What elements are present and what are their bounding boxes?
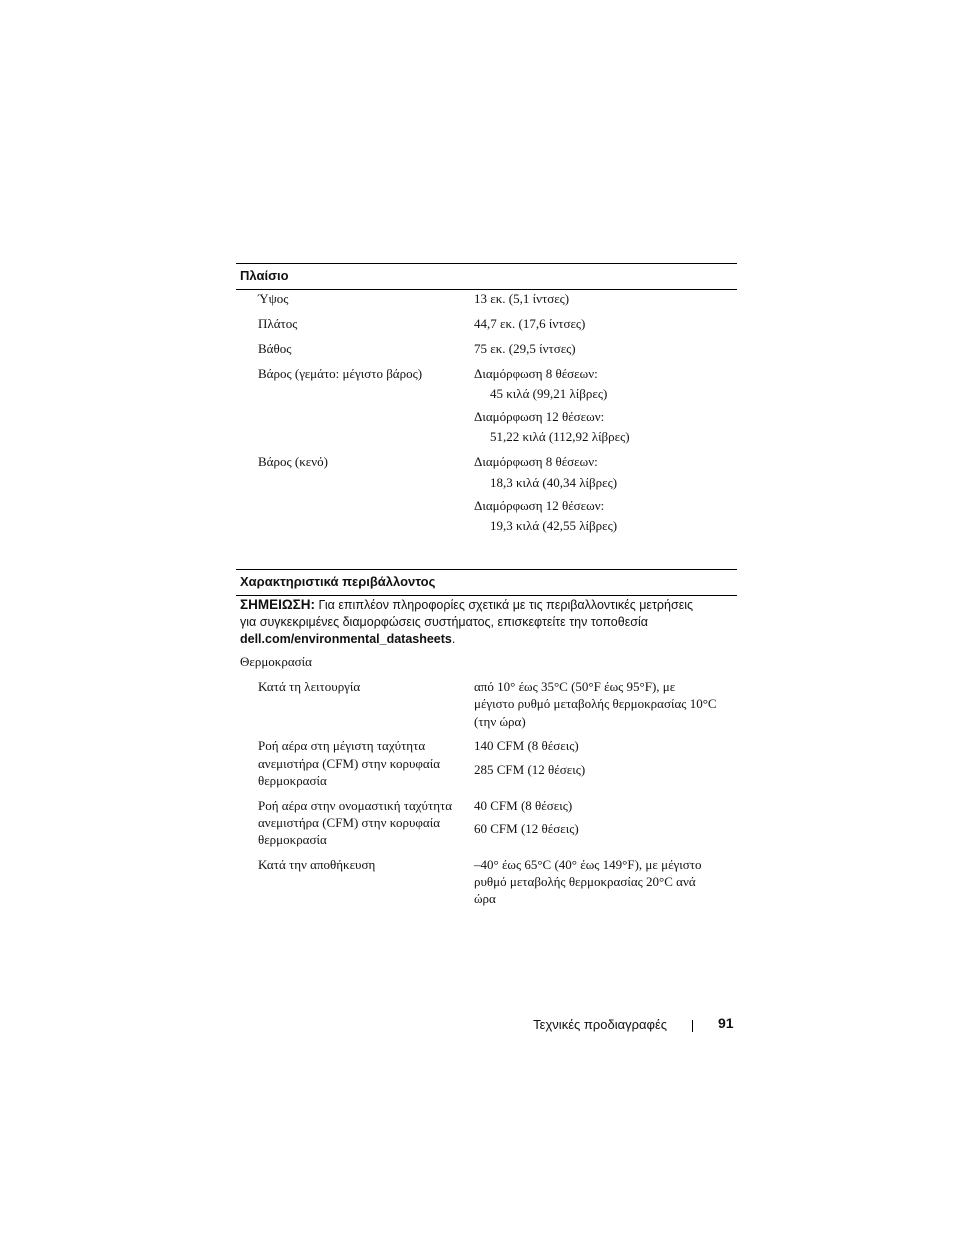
row-label: Βάρος (κενό) <box>258 454 328 469</box>
value-line: Διαμόρφωση 12 θέσεων: <box>474 498 605 513</box>
note-lead: ΣΗΜΕΙΩΣΗ: <box>240 597 316 612</box>
footer-section-title: Τεχνικές προδιαγραφές <box>533 1017 667 1032</box>
value-line: 19,3 κιλά (42,55 λίβρες) <box>490 518 618 533</box>
chassis-table <box>236 290 737 540</box>
page-number: 91 <box>718 1015 734 1031</box>
value-line: 285 CFM (12 θέσεις) <box>474 762 586 777</box>
label-line: Ροή αέρα στη μέγιστη ταχύτητα <box>258 738 426 753</box>
value-line: –40° έως 65°C (40° έως 149°F), με μέγιστο <box>474 857 702 872</box>
label-line: θερμοκρασία <box>258 773 327 788</box>
value-line: από 10° έως 35°C (50°F έως 95°F), με <box>474 679 676 694</box>
row-value: 75 εκ. (29,5 ίντσες) <box>474 341 576 356</box>
note-box <box>240 596 740 648</box>
row-label: Κατά τη λειτουργία <box>258 679 361 694</box>
value-line: 51,22 κιλά (112,92 λίβρες) <box>490 429 630 444</box>
value-line: 140 CFM (8 θέσεις) <box>474 738 579 753</box>
datasheets-link[interactable]: dell.com/environmental_datasheets <box>240 632 452 646</box>
environment-table <box>236 678 737 918</box>
chassis-heading: Πλαίσιο <box>236 263 737 290</box>
label-line: Ροή αέρα στην ονομαστική ταχύτητα <box>258 798 453 813</box>
value-line: Διαμόρφωση 12 θέσεων: <box>474 409 605 424</box>
value-line: 45 κιλά (99,21 λίβρες) <box>490 386 608 401</box>
label-line: ανεμιστήρα (CFM) στην κορυφαία <box>258 756 441 771</box>
row-label: Ύψος <box>258 291 289 306</box>
value-line: ρυθμό μεταβολής θερμοκρασίας 20°C ανά <box>474 874 696 889</box>
value-line: μέγιστο ρυθμό μεταβολής θερμοκρασίας 10°C <box>474 696 717 711</box>
temperature-label: Θερμοκρασία <box>240 654 312 669</box>
value-line: 18,3 κιλά (40,34 λίβρες) <box>490 475 618 490</box>
note-line-3 <box>240 631 740 648</box>
row-label: Βάθος <box>258 341 292 356</box>
note-line-1 <box>240 596 740 614</box>
label-line: ανεμιστήρα (CFM) στην κορυφαία <box>258 815 441 830</box>
value-line: (την ώρα) <box>474 714 526 729</box>
value-line: Διαμόρφωση 8 θέσεων: <box>474 366 598 381</box>
note-text-1: Για επιπλέον πληροφορίες σχετικά με τις περιβαλλοντικές μετρήσεις <box>318 598 694 612</box>
value-line: Διαμόρφωση 8 θέσεων: <box>474 454 598 469</box>
note-trail: . <box>451 632 456 646</box>
row-value: 13 εκ. (5,1 ίντσες) <box>474 291 570 306</box>
page-footer <box>0 1014 954 1036</box>
row-label: Κατά την αποθήκευση <box>258 857 376 872</box>
value-line: 60 CFM (12 θέσεις) <box>474 821 579 836</box>
row-label: Βάρος (γεμάτο: μέγιστο βάρος) <box>258 366 423 381</box>
row-value: 44,7 εκ. (17,6 ίντσες) <box>474 316 586 331</box>
value-line: ώρα <box>474 891 496 906</box>
environment-heading: Χαρακτηριστικά περιβάλλοντος <box>236 569 737 596</box>
chassis-section <box>236 263 737 290</box>
value-line: 40 CFM (8 θέσεις) <box>474 798 573 813</box>
environment-section <box>236 569 737 596</box>
note-text-2: για συγκεκριμένες διαμορφώσεις συστήματος, επισκεφτείτε την τοποθεσία <box>240 615 649 629</box>
footer-divider <box>692 1020 693 1032</box>
label-line: θερμοκρασία <box>258 832 327 847</box>
row-label: Πλάτος <box>258 316 298 331</box>
